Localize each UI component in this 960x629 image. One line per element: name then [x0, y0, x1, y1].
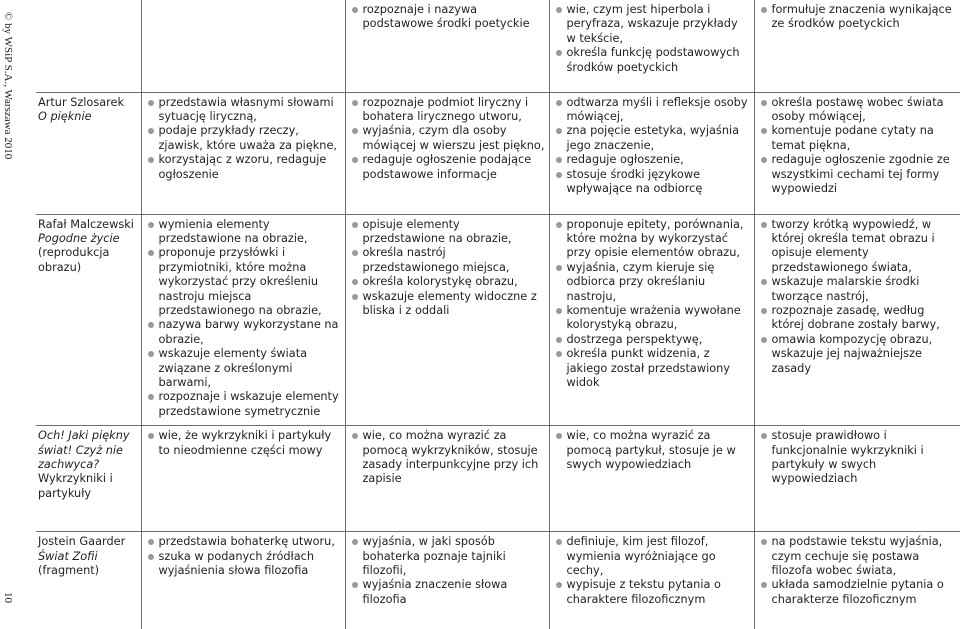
requirement-cell: [754, 0, 960, 92]
requirement-cell: [141, 532, 345, 629]
requirement-item: wskazuje malarskie środki tworzące nastrój,: [760, 275, 957, 304]
requirement-item: wskazuje elementy widoczne z bliska i z oddali: [351, 290, 545, 319]
requirement-item: układa samodzielnie pytania o charakterze filozoficznym: [760, 578, 957, 607]
requirement-cell: [549, 0, 754, 92]
requirement-item: wie, że wykrzykniki i partykuły to nieodmienne części mowy: [147, 429, 341, 458]
requirement-list: [555, 535, 750, 607]
requirement-item: określa nastrój przedstawionego miejsca,: [351, 246, 545, 275]
requirement-item: wymienia elementy przedstawione na obrazie,: [147, 218, 341, 247]
requirement-item: redaguje ogłoszenie zgodnie ze wszystkimi cechami tej formy wypowiedzi: [760, 153, 957, 196]
requirement-item: wyjaśnia, czym kieruje się odbiorca przy określaniu nastroju,: [555, 261, 750, 304]
requirement-list: [555, 3, 750, 75]
requirement-cell: [141, 0, 345, 92]
requirement-list: [760, 535, 957, 607]
requirement-item: korzystając z wzoru, redaguje ogłoszenie: [147, 153, 341, 182]
requirement-item: rozpoznaje zasadę, według której dobrane zostały barwy,: [760, 304, 957, 333]
requirement-item: redaguje ogłoszenie,: [555, 153, 750, 167]
lesson-title-line: Och! Jaki piękny świat! Czyż nie zachwyca?: [38, 429, 130, 471]
lesson-title-line: Artur Szlosarek: [38, 95, 125, 109]
requirement-cell: [549, 92, 754, 214]
requirement-item: opisuje elementy przedstawione na obrazie,: [351, 218, 545, 247]
requirement-list: [555, 429, 750, 472]
requirement-item: proponuje epitety, porównania, które można by wykorzystać przy opisie elementów obrazu,: [555, 218, 750, 261]
requirement-list: [760, 96, 957, 197]
requirement-cell: [345, 214, 549, 426]
requirement-item: przedstawia własnymi słowami sytuację liryczną,: [147, 96, 341, 125]
requirement-cell: [345, 92, 549, 214]
requirement-item: określa funkcję podstawowych środków poetyckich: [555, 46, 750, 75]
requirement-item: komentuje wrażenia wywołane kolorystyką obrazu,: [555, 304, 750, 333]
lesson-title-cell: [36, 532, 141, 629]
requirement-list: [351, 96, 545, 182]
copyright-vertical: © by WSiP S.A., Warszawa 2010: [2, 12, 14, 160]
requirement-cell: [345, 426, 549, 532]
lesson-title-cell: [36, 0, 141, 92]
requirement-item: wypisuje z tekstu pytania o charaktere filozoficznym: [555, 578, 750, 607]
requirement-item: określa postawę wobec świata osoby mówiącej,: [760, 96, 957, 125]
requirement-item: rozpoznaje podmiot liryczny i bohatera lirycznego utworu,: [351, 96, 545, 125]
requirement-item: omawia kompozycję obrazu, wskazuje jej najważniejsze zasady: [760, 333, 957, 376]
requirement-cell: [549, 426, 754, 532]
requirement-list: [351, 429, 545, 487]
requirement-cell: [754, 214, 960, 426]
requirement-list: [351, 535, 545, 607]
requirement-cell: [141, 426, 345, 532]
table-row: [36, 532, 960, 629]
requirement-item: na podstawie tekstu wyjaśnia, czym cechuje się postawa filozofa wobec świata,: [760, 535, 957, 578]
table-row: [36, 426, 960, 532]
requirement-item: proponuje przysłówki i przymiotniki, które można wykorzystać przy określeniu nastroju miejsca przedstawionego na obrazie,: [147, 246, 341, 318]
requirement-item: tworzy krótką wypowiedź, w której określa temat obrazu i opisuje elementy przedstawionego świata,: [760, 218, 957, 276]
requirement-item: wskazuje elementy świata związane z określonymi barwami,: [147, 347, 341, 390]
requirements-table: [36, 0, 960, 629]
requirement-list: [351, 218, 545, 319]
requirement-cell: [141, 214, 345, 426]
lesson-title-cell: [36, 214, 141, 426]
requirement-list: [147, 96, 341, 182]
requirement-item: rozpoznaje i wskazuje elementy przedstawione symetrycznie: [147, 390, 341, 419]
requirement-list: [351, 3, 545, 32]
requirement-list: [147, 218, 341, 420]
table-row: [36, 0, 960, 92]
lesson-title-line: (reprodukcja obrazu): [38, 246, 110, 274]
requirement-item: rozpoznaje i nazywa podstawowe środki poetyckie: [351, 3, 545, 32]
requirement-item: stosuje prawidłowo i funkcjonalnie wykrzykniki i partykuły w swych wypowiedziach: [760, 429, 957, 487]
requirement-list: [147, 535, 341, 578]
requirement-item: redaguje ogłoszenie podające podstawowe informacje: [351, 153, 545, 182]
requirement-item: komentuje podane cytaty na temat piękna,: [760, 124, 957, 153]
lesson-title-line: Rafał Malczewski: [38, 217, 134, 231]
requirement-item: wie, co można wyrazić za pomocą wykrzykników, stosuje zasady interpunkcyjne przy ich zapisie: [351, 429, 545, 487]
requirement-item: wyjaśnia, czym dla osoby mówiącej w wierszu jest piękno,: [351, 124, 545, 153]
lesson-title-line: Pogodne życie: [38, 231, 120, 245]
requirement-item: wie, czym jest hiperbola i peryfraza, wskazuje przykłady w tekście,: [555, 3, 750, 46]
table-row: [36, 92, 960, 214]
requirement-cell: [141, 92, 345, 214]
requirement-list: [760, 3, 957, 32]
requirement-item: określa kolorystykę obrazu,: [351, 275, 545, 289]
lesson-title-cell: [36, 426, 141, 532]
requirement-item: przedstawia bohaterkę utworu,: [147, 535, 341, 549]
requirement-item: nazywa barwy wykorzystane na obrazie,: [147, 318, 341, 347]
lesson-title-line: Jostein Gaarder: [38, 535, 126, 549]
requirement-cell: [345, 0, 549, 92]
requirement-list: [760, 429, 957, 487]
requirement-item: wie, co można wyrazić za pomocą partykuł, stosuje je w swych wypowiedziach: [555, 429, 750, 472]
requirement-item: określa punkt widzenia, z jakiego został przedstawiony widok: [555, 347, 750, 390]
requirement-item: wyjaśnia, w jaki sposób bohaterka poznaje tajniki filozofii,: [351, 535, 545, 578]
requirement-cell: [549, 532, 754, 629]
requirement-item: odtwarza myśli i refleksje osoby mówiącej,: [555, 96, 750, 125]
requirement-list: [555, 218, 750, 391]
lesson-title-line: O pięknie: [38, 109, 92, 123]
requirement-item: zna pojęcie estetyka, wyjaśnia jego znaczenie,: [555, 124, 750, 153]
lesson-title-line: Wykrzykniki i partykuły: [38, 472, 113, 500]
requirement-list: [147, 429, 341, 458]
lesson-title-line: (fragment): [38, 564, 100, 577]
requirement-cell: [754, 426, 960, 532]
lesson-title-cell: [36, 92, 141, 214]
requirement-cell: [754, 532, 960, 629]
table-row: [36, 214, 960, 426]
requirement-item: podaje przykłady rzeczy, zjawisk, które uważa za piękne,: [147, 124, 341, 153]
requirement-item: wyjaśnia znaczenie słowa filozofia: [351, 578, 545, 607]
requirement-cell: [549, 214, 754, 426]
requirement-cell: [345, 532, 549, 629]
requirement-cell: [754, 92, 960, 214]
requirement-item: dostrzega perspektywę,: [555, 333, 750, 347]
page-number: 10: [2, 592, 14, 603]
requirement-item: definiuje, kim jest filozof, wymienia wyróżniające go cechy,: [555, 535, 750, 578]
requirement-item: szuka w podanych źródłach wyjaśnienia słowa filozofia: [147, 550, 341, 579]
requirement-list: [555, 96, 750, 197]
requirement-item: stosuje środki językowe wpływające na odbiorcę: [555, 168, 750, 197]
requirement-list: [760, 218, 957, 376]
requirement-item: formułuje znaczenia wynikające ze środków poetyckich: [760, 3, 957, 32]
lesson-title-line: Świat Zofii: [38, 549, 98, 563]
